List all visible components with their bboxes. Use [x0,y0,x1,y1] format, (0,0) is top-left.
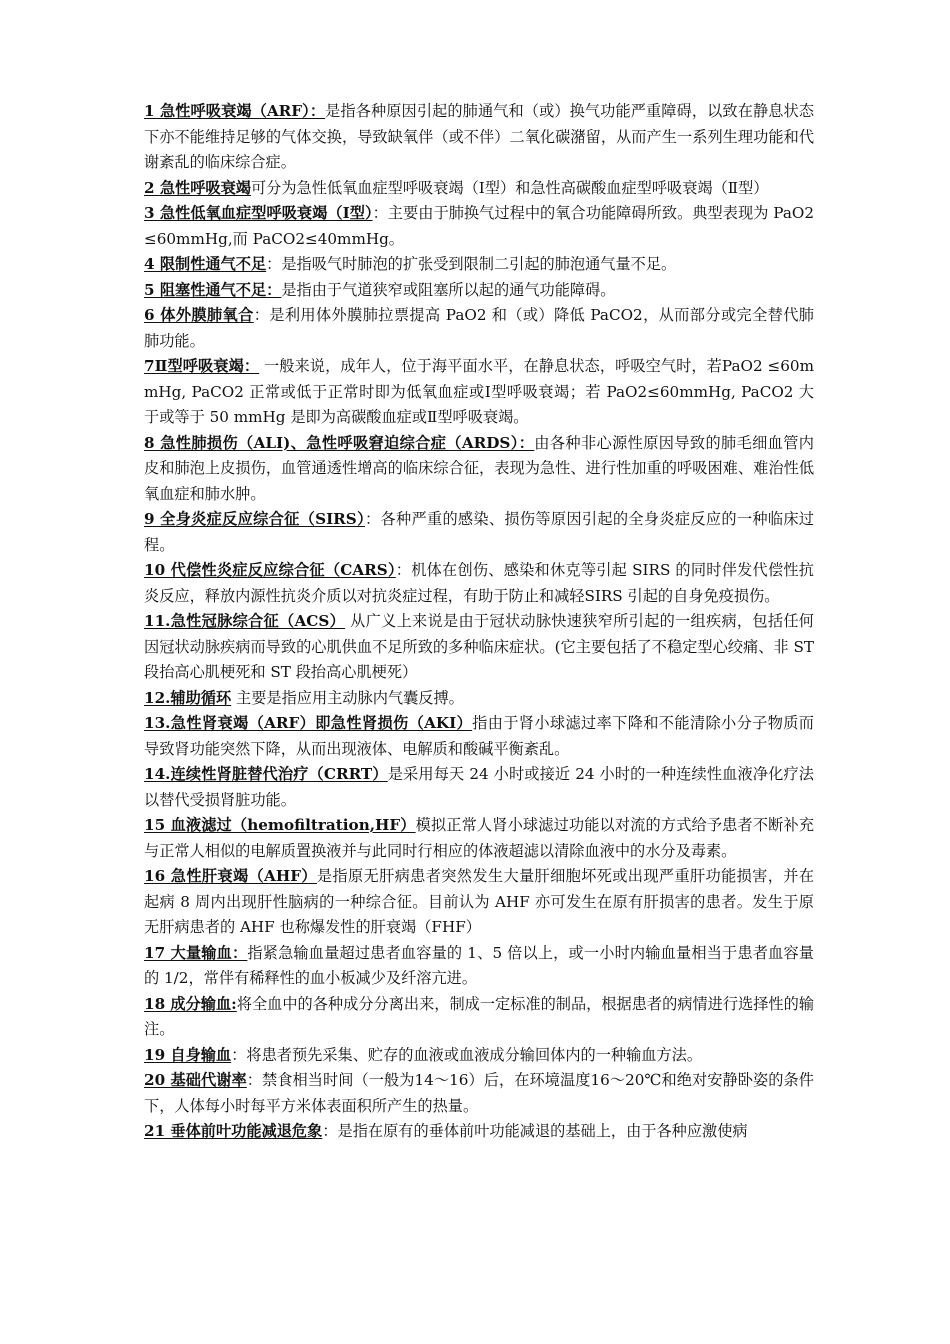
entry-definition: 由各种非心源性原因导致的肺毛细血管内皮和肺泡上皮损伤，血管通透性增高的临床综合征，表现为急性、进行性加重的呼吸困难、难治性低氧血症和肺水肿。 [144,433,814,503]
entry-term: 6 体外膜肺氧合 [144,306,254,324]
entry-term: 18 成分输血: [144,994,237,1013]
entry-term: 16 急性肝衰竭（AHF） [144,867,317,885]
entry-definition: 从广义上来说是由于冠状动脉快速狭窄所引起的一组疾病，包括任何因冠状动脉疾病而导致的心肌供血不足所致的多种临床症状。(它主要包括了不稳定型心绞痛、非 ST 段抬高心肌梗死和 ST 段抬高心肌梗死） [144,612,814,681]
entry-term: 1 急性呼吸衰竭（ARF）： [144,102,326,120]
entry-definition: 是采用每天 24 小时或接近 24 小时的一种连续性血液净化疗法以替代受损肾脏功能。 [144,765,814,809]
glossary-entry-1 [144,99,814,176]
glossary-entry-5 [144,278,814,304]
entry-term: 20 基础代谢率 [144,1071,247,1089]
entry-definition: ：禁食相当时间（一般为14～16）后，在环境温度16～20℃和绝对安静卧姿的条件下，人体每小时每平方米体表面积所产生的热量。 [144,1071,814,1115]
glossary-entry-12 [144,686,814,712]
glossary-entry-10 [144,558,814,609]
entry-definition: 是指由于气道狭窄或阻塞所以起的通气功能障碍。 [281,280,616,299]
glossary-entry-9 [144,507,814,558]
entry-term: 4 限制性通气不足 [144,255,267,273]
entry-definition: 将全血中的各种成分分离出来，制成一定标准的制品，根据患者的病情进行选择性的输注。 [144,994,815,1038]
entry-term: 12.辅助循环 [144,688,232,707]
entry-term: 17 大量输血： [144,943,248,962]
entry-term: 19 自身输血 [144,1045,232,1064]
entry-term: 3 急性低氧血症型呼吸衰竭（Ⅰ型） [144,204,373,222]
entry-definition: ：是利用体外膜肺拉票提高 PaO2 和（或）降低 PaCO2，从而部分或完全替代肺肺功能。 [144,306,814,350]
entry-definition: 指由于肾小球滤过率下降和不能清除小分子物质而导致肾功能突然下降，从而出现液体、电解质和酸碱平衡紊乱。 [144,714,814,758]
entry-definition: 主要是指应用主动脉内气囊反搏。 [231,688,464,707]
entry-term: 15 血液滤过（hemofiltration,HF） [144,816,416,834]
glossary-entry-3 [144,201,814,252]
entry-definition: 指紧急输血量超过患者血容量的 1、5 倍以上，或一小时内输血量相当于患者血容量的 1/2，常伴有稀释性的血小板减少及纤溶亢进。 [144,943,814,987]
glossary-entry-19 [144,1043,814,1069]
entry-definition: ：将患者预先采集、贮存的血液或血液成分输回体内的一种输血方法。 [231,1045,702,1064]
entry-term: 9 全身炎症反应综合征（SIRS） [144,510,365,528]
glossary-entry-21 [144,1119,814,1145]
glossary-entry-4 [144,252,814,278]
entry-definition: ：机体在创伤、感染和休克等引起 SIRS 的同时伴发代偿性抗炎反应，释放内源性抗炎介质以对抗炎症过程，有助于防止和减轻SIRS 引起的自身免疫损伤。 [144,561,814,605]
glossary-entry-15 [144,813,814,864]
glossary-entry-7 [144,354,814,431]
entry-definition: 是指各种原因引起的肺通气和（或）换气功能严重障碍，以致在静息状态下亦不能维持足够的气体交换，导致缺氧伴（或不伴）二氧化碳潴留，从而产生一系列生理功能和代谢紊乱的临床综合症。 [144,102,815,171]
entry-term: 5 阻塞性通气不足： [144,280,282,299]
entry-term: 10 代偿性炎症反应综合征（CARS） [144,561,396,579]
glossary-entry-14 [144,762,814,813]
entry-definition: ：是指在原有的垂体前叶功能减退的基础上，由于各种应激使病 [322,1122,748,1140]
entry-definition: 一般来说，成年人，位于海平面水平，在静息状态，呼吸空气时，若PaO2 ≤60mmHg, PaCO2 正常或低于正常时即为低氧血症或Ⅰ型呼吸衰竭；若 PaO2≤60mmHg, PaCO2 大于或等于 50 mmHg 是即为高碳酸血症或Ⅱ型呼吸衰竭。 [144,357,814,426]
glossary-entry-6 [144,303,814,354]
glossary-content [144,99,814,1145]
glossary-entry-8 [144,431,814,508]
glossary-entry-18 [144,992,814,1043]
entry-definition: ：是指吸气时肺泡的扩张受到限制二引起的肺泡通气量不足。 [266,255,677,273]
entry-term: 8 急性肺损伤（ALI)、急性呼吸窘迫综合症（ARDS）： [144,433,535,452]
entry-definition: 模拟正常人肾小球滤过功能以对流的方式给予患者不断补充与正常人相似的电解质置换液并与此同时行相应的体液超滤以清除血液中的水分及毒素。 [144,816,815,860]
entry-definition: 可分为急性低氧血症型呼吸衰竭（Ⅰ型）和急性高碳酸血症型呼吸衰竭（Ⅱ型） [250,178,769,197]
glossary-entry-20 [144,1068,814,1119]
entry-term: 7Ⅱ型呼吸衰竭： [144,357,260,375]
entry-definition: 是指原无肝病患者突然发生大量肝细胞坏死或出现严重肝功能损害，并在起病 8 周内出现肝性脑病的一种综合征。目前认为 AHF 亦可发生在原有肝损害的患者。发生于原无肝病患者的 AHF 也称爆发性的肝衰竭（FHF） [144,867,815,936]
entry-term: 13.急性肾衰竭（ARF）即急性肾损伤（AKI） [144,714,473,732]
glossary-entry-13 [144,711,814,762]
glossary-entry-17 [144,941,814,992]
glossary-entry-16 [144,864,814,941]
entry-definition: ：各种严重的感染、损伤等原因引起的全身炎症反应的一种临床过程。 [144,510,814,554]
entry-definition: ：主要由于肺换气过程中的氧合功能障碍所致。典型表现为 PaO2≤60mmHg,而 PaCO2≤40mmHg。 [144,204,814,248]
glossary-entry-11 [144,609,814,686]
glossary-entry-2 [144,176,814,202]
entry-term: 14.连续性肾脏替代治疗（CRRT） [144,765,388,783]
entry-term: 21 垂体前叶功能减退危象 [144,1122,323,1140]
entry-term: 11.急性冠脉综合征（ACS） [144,612,346,630]
entry-term: 2 急性呼吸衰竭 [144,178,251,197]
